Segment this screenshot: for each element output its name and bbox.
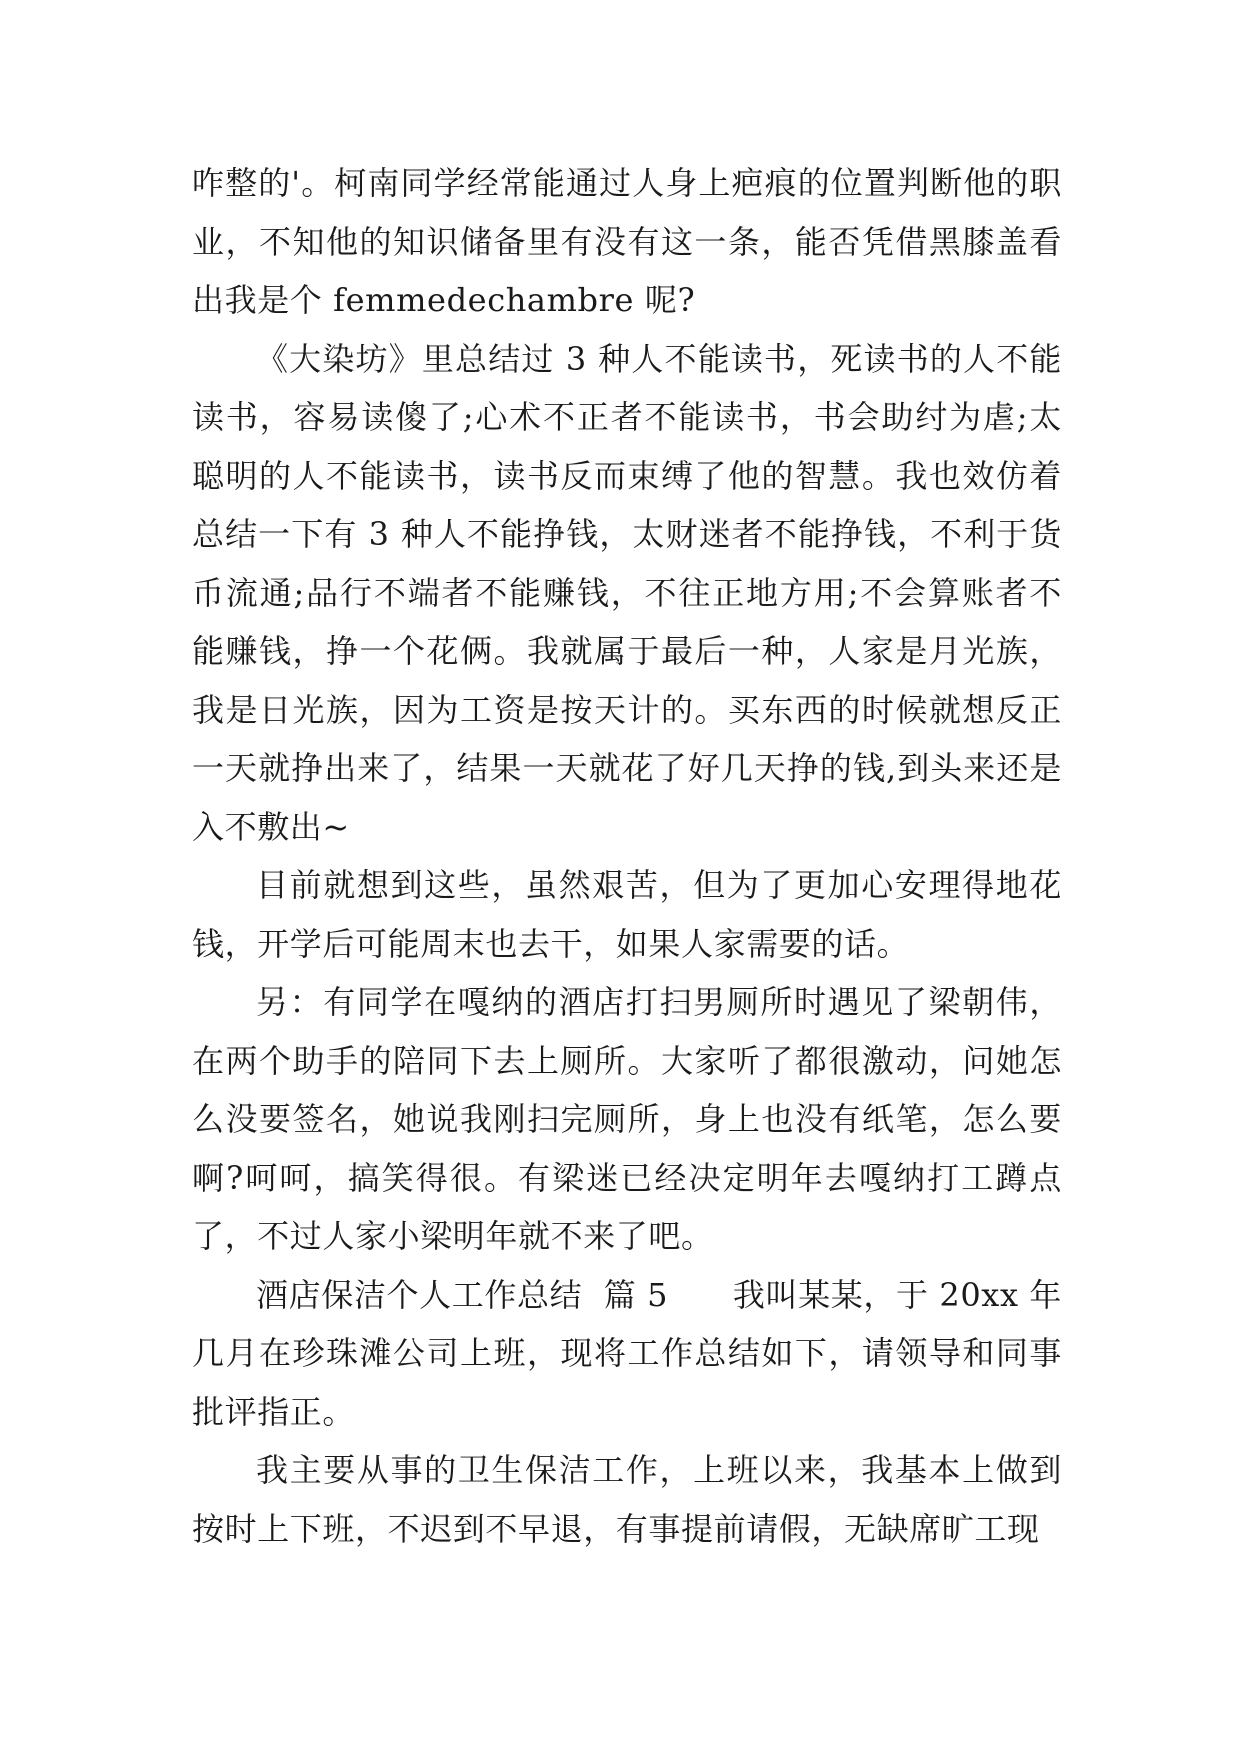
paragraph-4: 另：有同学在嘎纳的酒店打扫男厕所时遇见了梁朝伟，在两个助手的陪同下去上厕所。大家听了都很激动，问她怎么没要签名，她说我刚扫完厕所，身上也没有纸笔，怎么要啊?呵呵，搞笑得很。有梁迷已经决定明年去嘎纳打工蹲点了，不过人家小梁明年就不来了吧。 [192,983,1062,1255]
paragraph-5: 酒店保洁个人工作总结 篇 5 我叫某某，于 20xx 年几月在珍珠滩公司上班，现将工作总结如下，请领导和同事批评指正。 [192,1275,1062,1431]
paragraph-3: 目前就想到这些，虽然艰苦，但为了更加心安理得地花钱，开学后可能周末也去干，如果人家需要的话。 [192,866,1062,963]
paragraph-2: 《大染坊》里总结过 3 种人不能读书，死读书的人不能读书，容易读傻了;心术不正者不能读书，书会助纣为虐;太聪明的人不能读书，读书反而束缚了他的智慧。我也效仿着总结一下有 3 种人不能挣钱，太财迷者不能挣钱，不利于货币流通;品行不端者不能赚钱，不往正地方用;不会算账者不能赚钱，挣一个花俩。我就属于最后一种，人家是月光族，我是日光族，因为工资是按天计的。买东西的时候就想反正一天就挣出来了，结果一天就花了好几天挣的钱,到头来还是入不敷出~ [192,339,1062,846]
document-body [192,154,1062,1558]
paragraph-6: 我主要从事的卫生保洁工作，上班以来，我基本上做到按时上下班，不迟到不早退，有事提前请假，无缺席旷工现 [192,1451,1062,1548]
paragraph-1: 咋整的'。柯南同学经常能通过人身上疤痕的位置判断他的职业，不知他的知识储备里有没有这一条，能否凭借黑膝盖看出我是个 femmedechambre 呢? [192,164,1062,319]
